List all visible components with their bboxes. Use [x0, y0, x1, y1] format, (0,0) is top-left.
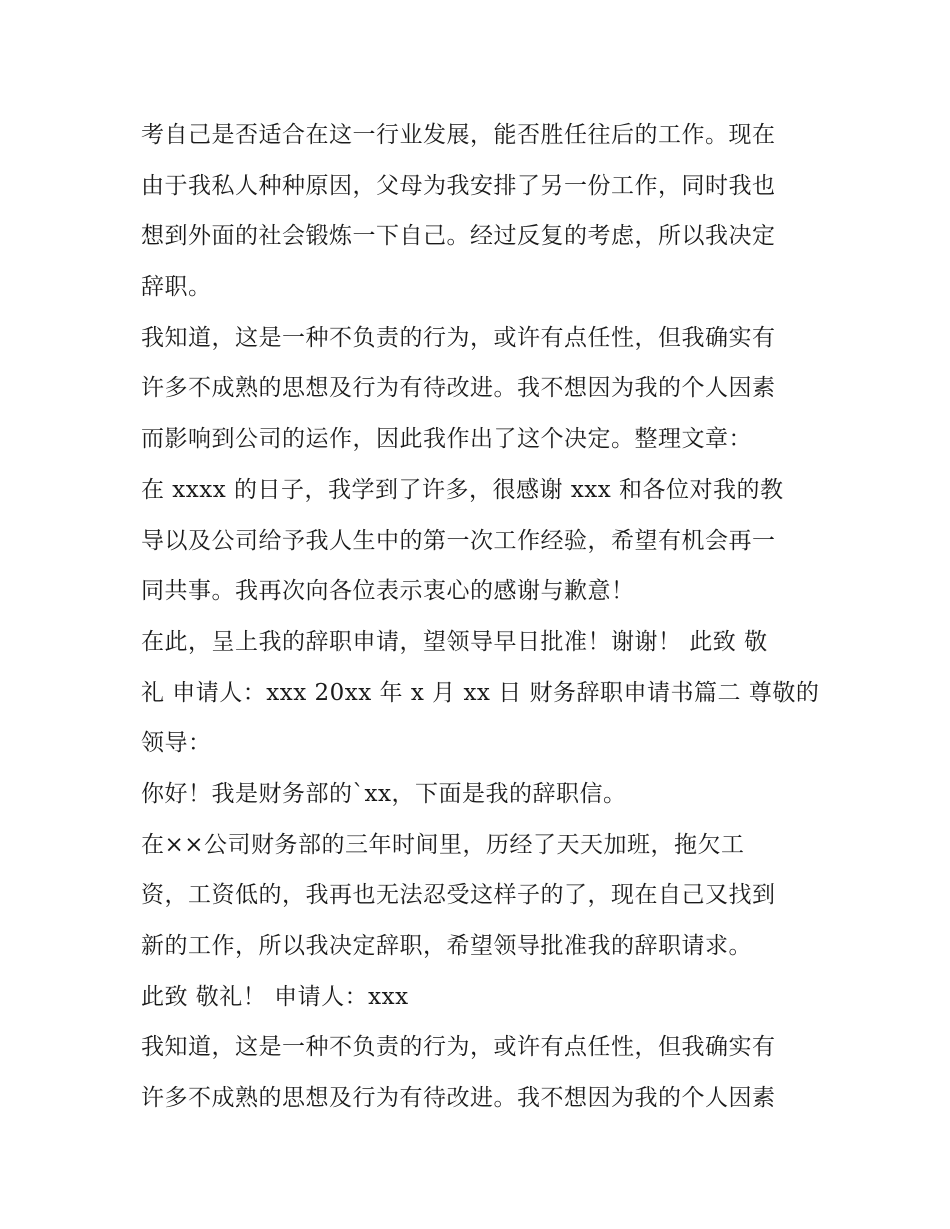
text-line-7: 而影响到公司的运作，因此我作出了这个决定。整理文章：: [141, 426, 752, 453]
text-line-19: 我知道，这是一种不负责的行为，或许有点任性，但我确实有: [141, 1034, 776, 1061]
text-line-8: 在 xxxx 的日子，我学到了许多，很感谢 xxx 和各位对我的教: [141, 476, 784, 503]
text-line-4: 辞职。: [141, 274, 212, 301]
text-line-10: 同共事。我再次向各位表示衷心的感谢与歉意！: [141, 578, 635, 605]
text-line-1: 考自己是否适合在这一行业发展，能否胜任往后的工作。现在: [141, 122, 776, 148]
text-line-2: 由于我私人种种原因，父母为我安排了另一份工作，同时我也: [141, 172, 776, 199]
text-line-11: 在此，呈上我的辞职申请，望领导早日批准！谢谢！ 此致 敬: [141, 628, 768, 655]
document-body: [141, 110, 821, 1124]
text-line-12: 礼 申请人：xxx 20xx 年 x 月 xx 日 财务辞职申请书篇二 尊敬的: [141, 679, 820, 706]
text-line-3: 想到外面的社会锻炼一下自己。经过反复的考虑，所以我决定: [141, 223, 776, 250]
text-line-5: 我知道，这是一种不负责的行为，或许有点任性，但我确实有: [141, 324, 776, 351]
text-line-18: 此致 敬礼！ 申请人：xxx: [141, 983, 409, 1010]
text-line-17: 新的工作，所以我决定辞职，希望领导批准我的辞职请求。: [141, 933, 752, 959]
text-line-20: 许多不成熟的思想及行为有待改进。我不想因为我的个人因素: [141, 1085, 776, 1112]
text-line-6: 许多不成熟的思想及行为有待改进。我不想因为我的个人因素: [141, 375, 776, 402]
text-line-9: 导以及公司给予我人生中的第一次工作经验，希望有机会再一: [141, 527, 776, 554]
text-line-13: 领导：: [141, 730, 212, 757]
text-line-14: 你好！我是财务部的`xx，下面是我的辞职信。: [141, 780, 627, 807]
text-line-16: 资，工资低的，我再也无法忍受这样子的了，现在自己又找到: [141, 882, 776, 909]
text-line-15: 在××公司财务部的三年时间里，历经了天天加班，拖欠工: [141, 831, 745, 858]
